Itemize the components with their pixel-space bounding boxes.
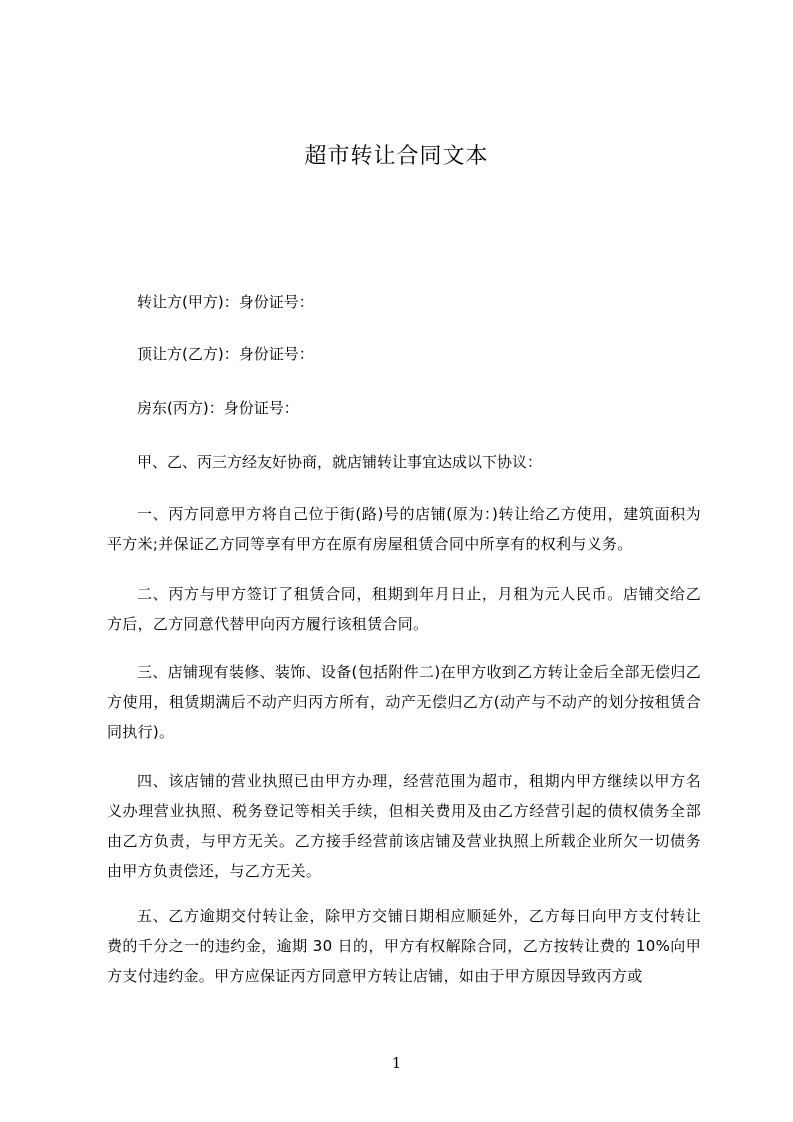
party-transferor: 转让方(甲方)：身份证号：: [137, 293, 314, 311]
party-transferee: 顶让方(乙方)：身份证号：: [137, 345, 314, 363]
agreement-intro: 甲、乙、丙三方经友好协商，就店铺转让事宜达成以下协议：: [137, 453, 543, 471]
clause-5: 五、乙方逾期交付转让金，除甲方交铺日期相应顺延外，乙方每日向甲方支付转让费的千分之一的违约金，逾期 30 日的，甲方有权解除合同，乙方按转让费的 10%向甲方支付违约金。甲方应保证丙方同意甲方转让店铺，如由于甲方原因导致丙方或: [107, 907, 701, 985]
party-landlord: 房东(丙方)：身份证号：: [137, 399, 299, 417]
document-title: 超市转让合同文本: [304, 144, 489, 169]
clause-1: 一、丙方同意甲方将自己位于街(路)号的店铺(原为：)转让给乙方使用，建筑面积为平方米;并保证乙方同等享有甲方在原有房屋租赁合同中所享有的权利与义务。: [107, 505, 701, 553]
clause-2: 二、丙方与甲方签订了租赁合同，租期到年月日止，月租为元人民币。店铺交给乙方后，乙方同意代替甲向丙方履行该租赁合同。: [107, 585, 701, 633]
clause-4: 四、该店铺的营业执照已由甲方办理，经营范围为超市，租期内甲方继续以甲方名义办理营业执照、税务登记等相关手续，但相关费用及由乙方经营引起的债权债务全部由乙方负责，与甲方无关。乙方接手经营前该店铺及营业执照上所载企业所欠一切债务由甲方负责偿还，与乙方无关。: [107, 772, 701, 880]
page-number: 1: [391, 1054, 402, 1072]
clause-3: 三、店铺现有装修、装饰、设备(包括附件二)在甲方收到乙方转让金后全部无偿归乙方使用，租赁期满后不动产归丙方所有，动产无偿归乙方(动产与不动产的划分按租赁合同执行)。: [107, 663, 701, 741]
